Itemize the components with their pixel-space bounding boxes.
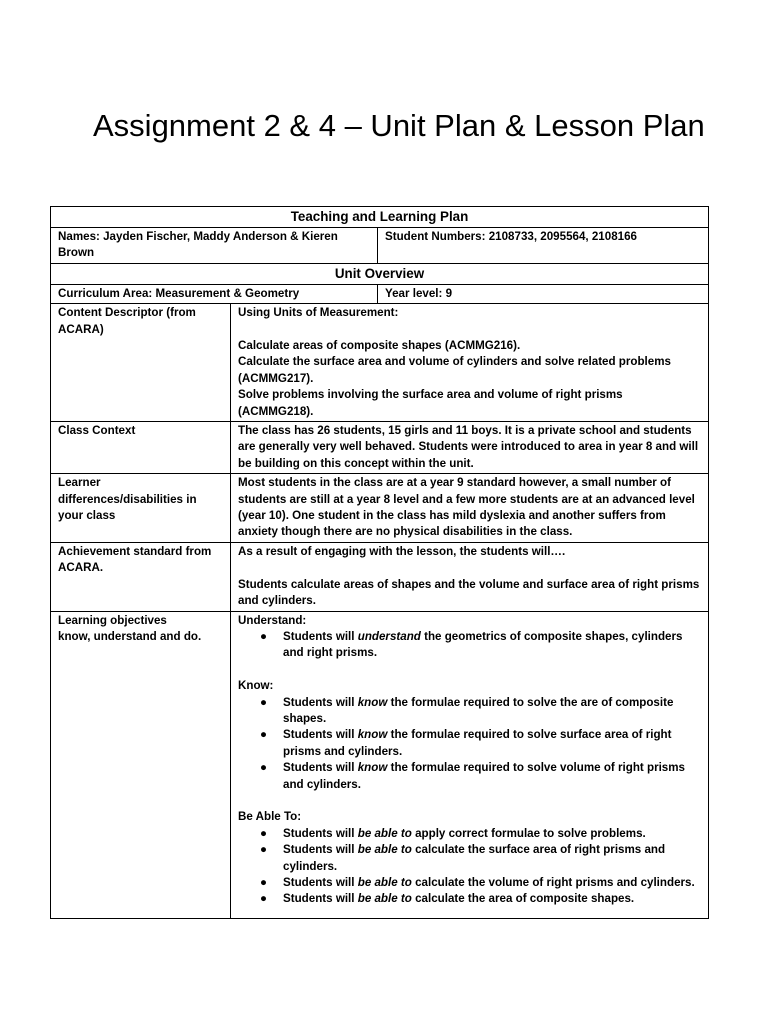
achievement-standard-row	[51, 542, 709, 611]
objective-text: Students will	[283, 875, 358, 889]
learner-differences-label: Learner differences/disabilities in your class	[51, 474, 231, 543]
content-descriptor-line: Calculate the surface area and volume of cylinders and solve related problems (ACMMG217).	[238, 355, 671, 385]
content-descriptor-cell	[231, 304, 709, 422]
table-header: Teaching and Learning Plan	[51, 207, 709, 228]
objective-text: the geometrics of composite shapes, cylinders and right prisms.	[283, 629, 683, 660]
achievement-standard-cell	[231, 542, 709, 611]
objective-text: Students will	[283, 695, 358, 709]
objective-text: Students will	[283, 843, 358, 857]
learning-objectives-row	[51, 611, 709, 918]
objective-emphasis: be able to	[357, 843, 412, 857]
class-context-row	[51, 422, 709, 474]
understand-list	[238, 629, 701, 662]
year-level-cell: Year level: 9	[378, 284, 709, 303]
learner-differences-row	[51, 474, 709, 543]
objective-list-item	[238, 629, 701, 662]
objective-list-item	[238, 875, 701, 891]
objective-list-item	[238, 727, 701, 760]
objective-text: Students will	[283, 761, 358, 775]
bullet-icon: ●	[260, 826, 268, 840]
names-row	[51, 228, 709, 264]
content-descriptor-heading: Using Units of Measurement:	[238, 306, 399, 320]
learner-differences-text: Most students in the class are at a year 9 standard however, a small number of students are still at a year 8 level and a few more students are at an advanced level (year 10). One student in the class has mild dyslexia and another suffers from anxiety though there are no physical disabilities in the class.	[231, 474, 709, 543]
be-able-to-list	[238, 826, 701, 908]
objective-list-item	[238, 826, 701, 842]
table-header-row	[51, 207, 709, 228]
objective-text: calculate the area of composite shapes.	[411, 892, 635, 906]
unit-overview-row	[51, 263, 709, 284]
objective-text: Students will	[283, 728, 358, 742]
objective-text: the formulae required to solve volume of right prisms and cylinders.	[283, 761, 686, 791]
bullet-icon: ●	[260, 761, 268, 775]
objective-emphasis: be able to	[357, 875, 412, 889]
achievement-standard-intro: As a result of engaging with the lesson, the students will….	[238, 544, 566, 558]
objective-list-item	[238, 891, 701, 907]
objective-emphasis: be able to	[357, 892, 412, 906]
student-numbers-cell: Student Numbers: 2108733, 2095564, 2108166	[378, 228, 709, 264]
understand-heading: Understand:	[238, 613, 307, 627]
learning-objectives-label: Learning objectives	[58, 613, 167, 627]
objective-emphasis: be able to	[357, 826, 412, 840]
unit-overview-header: Unit Overview	[51, 263, 709, 284]
objective-text: Students will	[283, 826, 358, 840]
bullet-icon: ●	[260, 843, 268, 857]
content-descriptor-line: Solve problems involving the surface area and volume of right prisms (ACMMG218).	[238, 388, 623, 418]
curriculum-row	[51, 284, 709, 303]
document-title: Assignment 2 & 4 – Unit Plan & Lesson Plan	[93, 108, 705, 143]
content-descriptor-line: Calculate areas of composite shapes (ACMMG216).	[238, 339, 521, 353]
bullet-icon: ●	[260, 695, 268, 709]
know-list	[238, 695, 701, 793]
objective-list-item	[238, 760, 701, 793]
objective-emphasis: understand	[357, 629, 421, 643]
bullet-icon: ●	[260, 629, 268, 643]
objective-text: Students will	[283, 629, 358, 643]
bullet-icon: ●	[260, 892, 268, 906]
achievement-standard-text: Students calculate areas of shapes and the volume and surface area of right prisms and cylinders.	[238, 577, 700, 608]
objective-text: apply correct formulae to solve problems.	[411, 826, 646, 840]
class-context-label: Class Context	[51, 422, 231, 474]
objective-text: calculate the surface area of right prisms and cylinders.	[283, 843, 666, 873]
bullet-icon: ●	[260, 875, 268, 889]
curriculum-area-cell: Curriculum Area: Measurement & Geometry	[51, 284, 378, 303]
class-context-text: The class has 26 students, 15 girls and 11 boys. It is a private school and students are generally very well behaved. Students were introduced to area in year 8 and will be building on this concept within the unit.	[231, 422, 709, 474]
objective-text: the formulae required to solve the are of composite shapes.	[283, 695, 674, 725]
achievement-standard-label: Achievement standard from ACARA.	[51, 542, 231, 611]
be-able-to-heading: Be Able To:	[238, 810, 302, 824]
objective-emphasis: know	[357, 728, 388, 742]
learning-objectives-label-cell	[51, 611, 231, 918]
learning-objectives-sublabel: know, understand and do.	[58, 629, 202, 643]
objective-list-item	[238, 842, 701, 875]
content-descriptor-row	[51, 304, 709, 422]
content-descriptor-label: Content Descriptor (from ACARA)	[51, 304, 231, 422]
objective-text: Students will	[283, 892, 358, 906]
objective-text: the formulae required to solve surface area of right prisms and cylinders.	[283, 728, 672, 758]
names-cell: Names: Jayden Fischer, Maddy Anderson & Kieren Brown	[51, 228, 378, 264]
teaching-learning-plan-table	[50, 206, 709, 919]
know-heading: Know:	[238, 679, 274, 693]
learning-objectives-cell	[231, 611, 709, 918]
objective-text: calculate the volume of right prisms and cylinders.	[411, 875, 695, 889]
objective-list-item	[238, 695, 701, 728]
bullet-icon: ●	[260, 728, 268, 742]
objective-emphasis: know	[357, 761, 388, 775]
objective-emphasis: know	[357, 695, 388, 709]
